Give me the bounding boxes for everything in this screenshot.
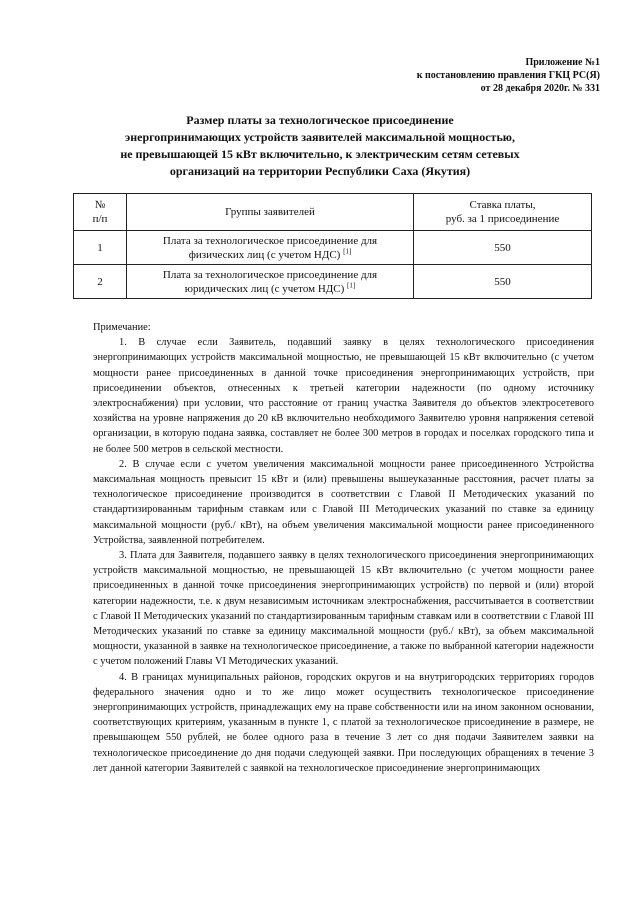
header-number-abbr: п/п xyxy=(92,213,108,225)
appendix-date: от 28 декабря 2020г. № 331 xyxy=(480,83,600,94)
row-group xyxy=(127,265,414,299)
table-row xyxy=(74,231,592,265)
table-row xyxy=(74,265,592,299)
note-paragraph: 1. В случае если Заявитель, подавший заявку в целях технологического присоединения энергопринимающих устройств максимальной мощностью, не превышающей 15 кВт включительно (с учетом мощности ранее присоединенных в данной точке присоединения энергопринимающих устройств, при присоединении объектов, отнесенных к третьей категории надежности (по одному источнику электроснабжения) при условии, что расстояние от границ участка Заявителя до объектов электросетевого хозяйства на уровне напряжения до 20 кВ включительно необходимого Заявителю уровня напряжения сетевой организации, в которую подана заявка, составляет не более 300 метров в городах и поселках городского типа и не более 500 метров в сельской местности. xyxy=(93,337,594,455)
notes-section xyxy=(93,320,594,776)
document-title xyxy=(60,112,580,180)
header-rate-unit: руб. за 1 присоединение xyxy=(445,213,560,225)
row-rate: 550 xyxy=(414,231,592,265)
note-paragraph: 4. В границах муниципальных районов, городских округов и на внутригородских территориях городов федерального значения одно и то же лицо может осуществить технологическое присоединение энергопринимающих устройств, принадлежащих ему на праве собственности или на ином законном основании, соответствующих критериям, указанным в пункте 1, с платой за технологическое присоединение в размере, не превышающем 550 рублей, не более одного раза в течение 3 лет со дня подачи Заявителем заявки на технологическое присоединение до дня подачи следующей заявки. При последующих обращениях в течение 3 лет данной категории Заявителей с заявкой на технологическое присоединение энергопринимающих xyxy=(93,671,594,774)
title-line: организаций на территории Республики Саха (Якутия) xyxy=(169,164,471,178)
note-paragraph: 2. В случае если с учетом увеличения максимальной мощности ранее присоединенного Устройства максимальная мощность превысит 15 кВт и (или) превышены вышеуказанные расстояния, расчет платы за технологическое присоединение производится в соответствии с Главой II Методических указаний по стандартизированным тарифным ставкам или с Главой III Методических указаний по ставке за единицу максимальной мощности (руб./ кВт), на объем увеличения максимальной мощности ранее присоединенного Устройства, заявленной потребителем. xyxy=(93,458,594,546)
row-group-line: Плата за технологическое присоединение для xyxy=(162,268,378,281)
title-line: не превышающей 15 кВт включительно, к электрическим сетям сетевых xyxy=(120,147,520,161)
title-line: энергопринимающих устройств заявителей максимальной мощностью, xyxy=(125,130,515,144)
row-number: 1 xyxy=(74,231,127,265)
header-rate xyxy=(414,194,592,231)
notes-heading: Примечание: xyxy=(93,322,151,333)
fee-table xyxy=(73,193,592,299)
header-number xyxy=(74,194,127,231)
footnote-reference[interactable]: [1] xyxy=(347,280,356,289)
row-group-line: юридических лиц (с учетом НДС) xyxy=(184,282,345,295)
header-group: Группы заявителей xyxy=(127,194,414,231)
row-group xyxy=(127,231,414,265)
appendix-header xyxy=(417,56,600,95)
row-rate: 550 xyxy=(414,265,592,299)
appendix-resolution: к постановлению правления ГКЦ РС(Я) xyxy=(416,70,600,81)
row-group-line: физических лиц (с учетом НДС) xyxy=(188,248,341,261)
row-number: 2 xyxy=(74,265,127,299)
appendix-number: Приложение №1 xyxy=(525,57,600,68)
header-rate-title: Ставка платы, xyxy=(469,199,536,211)
header-number-symbol: № xyxy=(94,199,106,211)
footnote-reference[interactable]: [1] xyxy=(343,246,352,255)
title-line: Размер платы за технологическое присоединение xyxy=(186,113,454,127)
row-group-line: Плата за технологическое присоединение для xyxy=(162,234,378,247)
note-paragraph: 3. Плата для Заявителя, подавшего заявку в целях технологического присоединения энергопринимающих устройств максимальной мощностью, не превышающей 15 кВт включительно (с учетом мощности ранее присоединенных в данной точке присоединения энергопринимающих устройств) по первой и (или) второй категории надежности, т.е. к двум независимым источникам электроснабжения, рассчитывается в соответствии с Главой II Методических указаний по стандартизированным тарифным ставкам или в соответствии с Главой III Методических указаний по ставке за единицу максимальной мощности (руб./ кВт), за объем максимальной мощности, указанной в заявке на технологическое присоединение, а также по выбранной категории надежности с учетом положений Главы VI Методических указаний. xyxy=(93,550,594,668)
table-header-row xyxy=(74,194,592,231)
